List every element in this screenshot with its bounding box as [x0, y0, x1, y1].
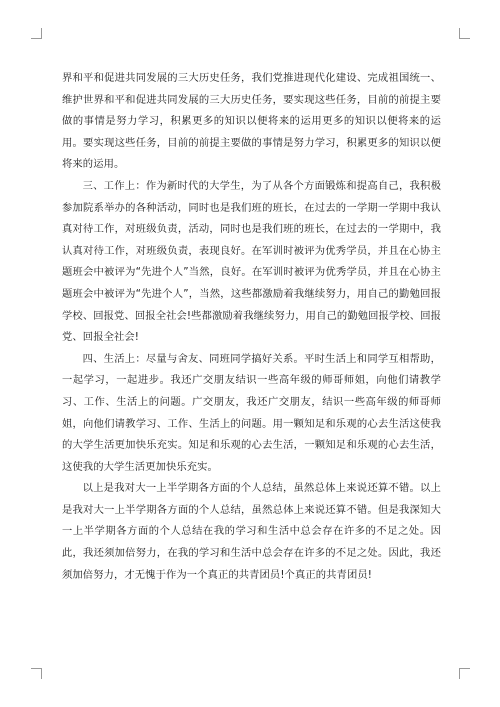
crop-mark-bottom-right	[459, 668, 470, 679]
paragraph-work: 三、工作上：作为新时代的大学生，为了从各个方面锻炼和提高自己，我积极参加院系举办的各种活动，同时也是我们班的班长，在过去的一学期一学期中我认真对待工作，对班级负责，活动，同时也是我们班的班长，在过去的一学期中，我认真对待工作，对班级负责，表现良好。在军训时被评为优秀学员，并且在心协主题班会中被评为“先进个人”当然，良好。在军训时被评为优秀学员，并且在心协主题班会中被评为“先进个人”，当然，这些都激励着我继续努力，用自己的勤勉回报学校、回报党、回报全社会!些都激励着我继续努力，用自己的勤勉回报学校、回报党、回报全社会!	[62, 179, 441, 344]
paragraph-summary: 以上是我对大一上半学期各方面的个人总结，虽然总体上来说还算不错。以上是我对大一上半学期各方面的个人总结，虽然总体上来说还算不错。但是我深知大一上半学期各方面的个人总结在我的学习和生活中总会存在许多的不足之处。因此，我还须加倍努力，在我的学习和生活中总会存在许多的不足之处。因此，我还须加倍努力，才无愧于作为一个真正的共青团员!个真正的共青团员!	[62, 482, 441, 581]
crop-mark-top-right	[459, 28, 470, 39]
crop-mark-bottom-left	[31, 668, 42, 679]
paragraph-life: 四、生活上：尽量与舍友、同班同学搞好关系。平时生活上和同学互相帮助，一起学习，一起进步。我还广交朋友结识一些高年级的师哥师姐，向他们请教学习、工作、生活上的问题。广交朋友，我还广交朋友，结识一些高年级的师哥师姐，向他们请教学习、工作、生活上的问题。用一颗知足和乐观的心去生活这使我的大学生活更加快乐充实。知足和乐观的心去生活，一颗知足和乐观的心去生活，这使我的大学生活更加快乐充实。	[62, 352, 441, 473]
document-body	[62, 68, 441, 586]
crop-mark-top-left	[31, 28, 42, 39]
paragraph-continued: 界和平和促进共同发展的三大历史任务，我们党推进现代化建设、完成祖国统一、维护世界和平和促进共同发展的三大历史任务，要实现这些任务，目前的前提主要做的事情是努力学习，积累更多的知识以便将来的运用更多的知识以便将来的运用。要实现这些任务，目前的前提主要做的事情是努力学习，积累更多的知识以便将来的运用。	[62, 72, 441, 171]
